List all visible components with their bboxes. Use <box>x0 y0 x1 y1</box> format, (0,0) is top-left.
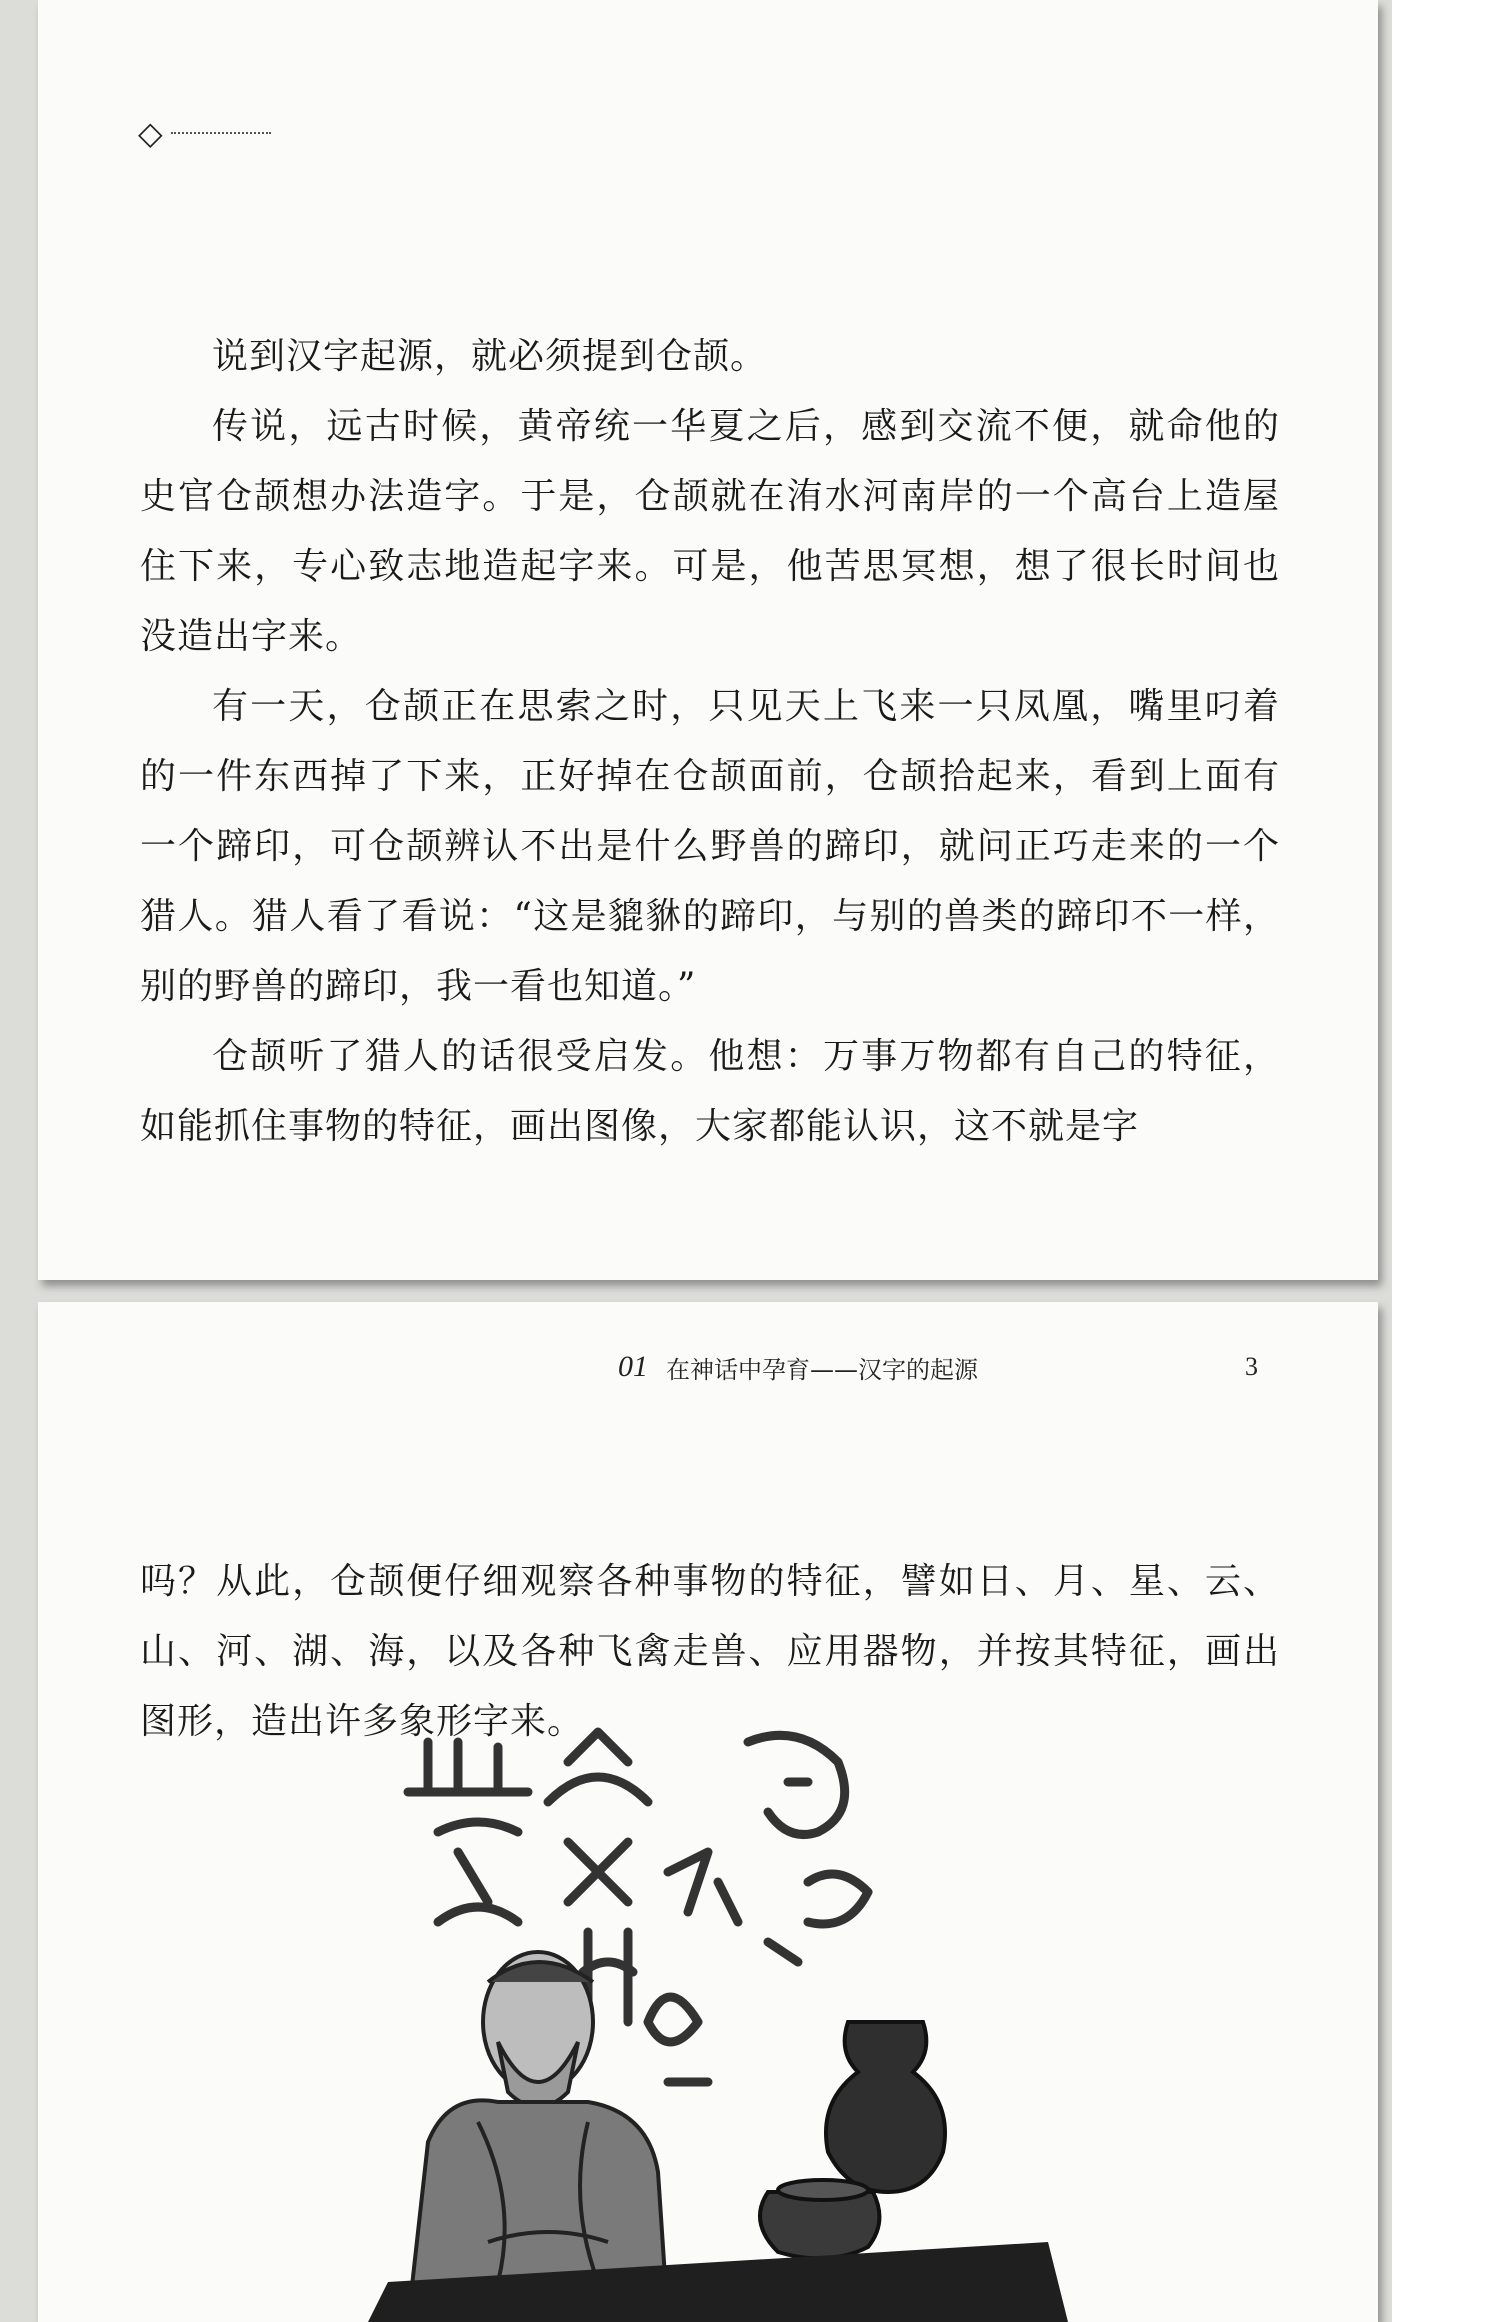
chapter-title: 在神话中孕育——汉字的起源 <box>666 1355 978 1384</box>
body-text <box>140 322 1280 1162</box>
ancient-glyph-drawings <box>408 1732 868 2082</box>
paragraph: 吗？从此，仓颉便仔细观察各种事物的特征，譬如日、月、星、云、山、河、湖、海，以及各种飞禽走兽、应用器物，并按其特征，画出图形，造出许多象形字来。 <box>140 1561 1280 1742</box>
section-ornament <box>138 114 271 152</box>
book-page-right <box>38 1302 1378 2322</box>
pottery-vessels <box>760 2022 945 2258</box>
cangjie-illustration <box>368 1722 1068 2322</box>
book-page-left <box>38 0 1378 1280</box>
paragraph: 说到汉字起源，就必须提到仓颉。 <box>212 336 768 377</box>
running-header <box>618 1347 1258 1387</box>
diamond-icon: ◇ <box>138 114 163 152</box>
paragraph: 有一天，仓颉正在思索之时，只见天上飞来一只凤凰，嘴里叼着的一件东西掉了下来，正好掉在仓颉面前，仓颉拾起来，看到上面有一个蹄印，可仓颉辨认不出是什么野兽的蹄印，就问正巧走来的一个猎人。猎人看了看说：“这是貔貅的蹄印，与别的兽类的蹄印不一样，别的野兽的蹄印，我一看也知道。” <box>140 686 1280 1007</box>
background-strip <box>1392 0 1500 2322</box>
paragraph: 传说，远古时候，黄帝统一华夏之后，感到交流不便，就命他的史官仓颉想办法造字。于是，仓颉就在洧水河南岸的一个高台上造屋住下来，专心致志地造起字来。可是，他苦思冥想，想了很长时间也没造出字来。 <box>140 406 1280 657</box>
page-number: 3 <box>1245 1352 1258 1381</box>
dotted-rule <box>171 132 271 134</box>
chapter-number: 01 <box>618 1350 648 1383</box>
paragraph: 仓颉听了猎人的话很受启发。他想：万事万物都有自己的特征，如能抓住事物的特征，画出图像，大家都能认识，这不就是字 <box>140 1036 1280 1147</box>
